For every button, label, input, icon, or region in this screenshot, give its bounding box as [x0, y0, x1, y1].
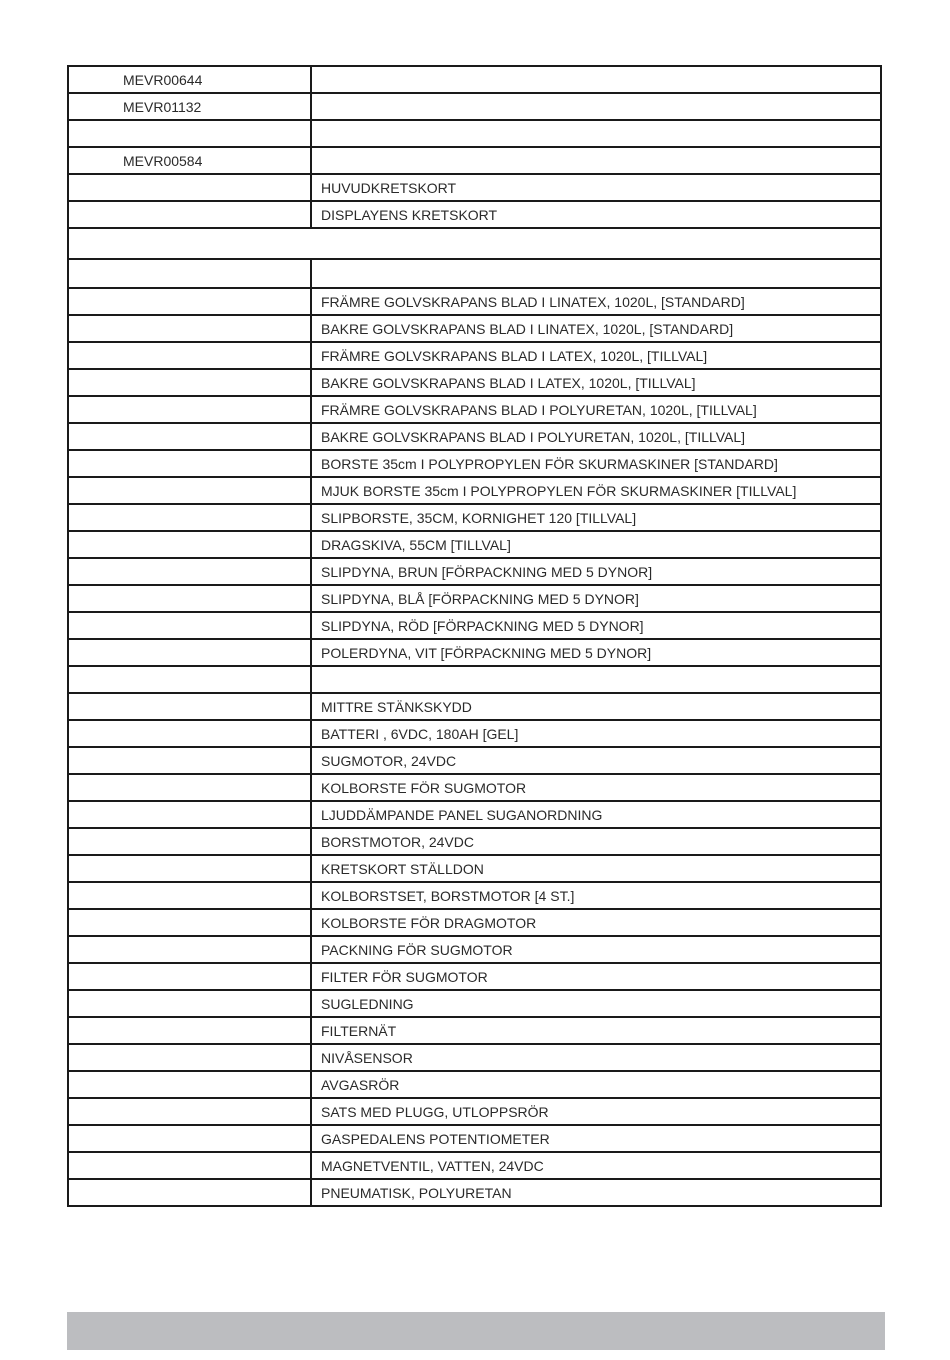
part-code-cell [68, 558, 311, 585]
part-description-cell [311, 120, 881, 147]
part-code-cell [68, 423, 311, 450]
table-row [68, 720, 881, 747]
table-row [68, 828, 881, 855]
part-description-cell [311, 147, 881, 174]
table-row [68, 228, 881, 259]
table-row [68, 423, 881, 450]
part-description-cell: SUGMOTOR, 24VDC [311, 747, 881, 774]
table-row [68, 477, 881, 504]
table-row [68, 801, 881, 828]
part-code-cell [68, 855, 311, 882]
table-row [68, 1125, 881, 1152]
table-row [68, 639, 881, 666]
table-row [68, 201, 881, 228]
part-description-cell: HUVUDKRETSKORT [311, 174, 881, 201]
part-code-cell [68, 531, 311, 558]
part-description-cell: KOLBORSTE FÖR SUGMOTOR [311, 774, 881, 801]
part-code-cell [68, 882, 311, 909]
part-code-cell [68, 342, 311, 369]
part-code-cell [68, 201, 311, 228]
part-description-cell: KOLBORSTSET, BORSTMOTOR [4 ST.] [311, 882, 881, 909]
part-description-cell: DRAGSKIVA, 55CM [TILLVAL] [311, 531, 881, 558]
part-description-cell: SATS MED PLUGG, UTLOPPSRÖR [311, 1098, 881, 1125]
part-code-cell [68, 612, 311, 639]
table-row [68, 342, 881, 369]
part-code-cell [68, 1017, 311, 1044]
part-description-cell: PNEUMATISK, POLYURETAN [311, 1179, 881, 1206]
table-row [68, 612, 881, 639]
parts-table [67, 65, 882, 1207]
part-description-cell: NIVÅSENSOR [311, 1044, 881, 1071]
part-code-cell [68, 747, 311, 774]
part-code-cell [68, 909, 311, 936]
table-row [68, 936, 881, 963]
part-code-cell [68, 990, 311, 1017]
table-row [68, 531, 881, 558]
table-row [68, 1179, 881, 1206]
part-description-cell: SLIPDYNA, BRUN [FÖRPACKNING MED 5 DYNOR] [311, 558, 881, 585]
table-row [68, 1017, 881, 1044]
part-description-cell: SLIPDYNA, BLÅ [FÖRPACKNING MED 5 DYNOR] [311, 585, 881, 612]
table-row [68, 174, 881, 201]
part-code-cell [68, 369, 311, 396]
part-code-cell [68, 477, 311, 504]
part-description-cell: FRÄMRE GOLVSKRAPANS BLAD I LATEX, 1020L, [TILLVAL] [311, 342, 881, 369]
part-description-cell [311, 93, 881, 120]
table-row [68, 396, 881, 423]
table-row [68, 120, 881, 147]
part-code-cell [68, 450, 311, 477]
table-row [68, 288, 881, 315]
table-row [68, 315, 881, 342]
table-row [68, 585, 881, 612]
part-description-cell [311, 259, 881, 288]
part-code-cell [68, 801, 311, 828]
table-row [68, 963, 881, 990]
part-code-cell [68, 1125, 311, 1152]
parts-table-body [68, 66, 881, 1206]
part-description-cell: BAKRE GOLVSKRAPANS BLAD I POLYURETAN, 1020L, [TILLVAL] [311, 423, 881, 450]
part-description-cell: BAKRE GOLVSKRAPANS BLAD I LINATEX, 1020L, [STANDARD] [311, 315, 881, 342]
part-description-cell: MJUK BORSTE 35cm I POLYPROPYLEN FÖR SKURMASKINER [TILLVAL] [311, 477, 881, 504]
part-code-cell [68, 504, 311, 531]
part-code-cell [68, 1044, 311, 1071]
part-description-cell: FILTERNÄT [311, 1017, 881, 1044]
part-description-cell: BATTERI , 6VDC, 180AH [GEL] [311, 720, 881, 747]
part-code-cell [68, 288, 311, 315]
table-row [68, 66, 881, 93]
part-code-cell [68, 1152, 311, 1179]
part-code-cell [68, 396, 311, 423]
part-code-cell [68, 315, 311, 342]
table-row [68, 666, 881, 693]
part-description-cell: POLERDYNA, VIT [FÖRPACKNING MED 5 DYNOR] [311, 639, 881, 666]
part-description-cell [311, 66, 881, 93]
part-description-cell [311, 666, 881, 693]
part-code-cell [68, 639, 311, 666]
table-row [68, 93, 881, 120]
table-row [68, 147, 881, 174]
part-code-cell: MEVR01132 [68, 93, 311, 120]
part-description-cell: KRETSKORT STÄLLDON [311, 855, 881, 882]
part-description-cell: FRÄMRE GOLVSKRAPANS BLAD I LINATEX, 1020L, [STANDARD] [311, 288, 881, 315]
part-description-cell: FILTER FÖR SUGMOTOR [311, 963, 881, 990]
part-code-cell [68, 174, 311, 201]
part-code-cell [68, 963, 311, 990]
part-code-cell [68, 720, 311, 747]
part-code-cell [68, 1179, 311, 1206]
table-row [68, 450, 881, 477]
part-description-cell: SLIPDYNA, RÖD [FÖRPACKNING MED 5 DYNOR] [311, 612, 881, 639]
table-row [68, 909, 881, 936]
part-code-cell: MEVR00584 [68, 147, 311, 174]
part-code-cell: MEVR00644 [68, 66, 311, 93]
part-code-cell [68, 585, 311, 612]
part-description-cell: KOLBORSTE FÖR DRAGMOTOR [311, 909, 881, 936]
part-code-cell [68, 936, 311, 963]
footer-bar [67, 1312, 885, 1350]
table-row [68, 990, 881, 1017]
table-row [68, 369, 881, 396]
table-row [68, 1071, 881, 1098]
part-code-cell [68, 666, 311, 693]
table-row [68, 504, 881, 531]
table-row [68, 558, 881, 585]
part-description-cell: BORSTMOTOR, 24VDC [311, 828, 881, 855]
part-description-cell: MITTRE STÄNKSKYDD [311, 693, 881, 720]
part-code-cell [68, 259, 311, 288]
table-row [68, 259, 881, 288]
part-description-cell: BORSTE 35cm I POLYPROPYLEN FÖR SKURMASKINER [STANDARD] [311, 450, 881, 477]
part-code-cell [68, 774, 311, 801]
part-code-cell [68, 1071, 311, 1098]
part-description-cell: BAKRE GOLVSKRAPANS BLAD I LATEX, 1020L, [TILLVAL] [311, 369, 881, 396]
table-row [68, 693, 881, 720]
part-description-cell: DISPLAYENS KRETSKORT [311, 201, 881, 228]
table-row [68, 855, 881, 882]
part-code-cell [68, 828, 311, 855]
table-row [68, 1152, 881, 1179]
part-code-cell [68, 693, 311, 720]
part-description-cell: MAGNETVENTIL, VATTEN, 24VDC [311, 1152, 881, 1179]
section-header-cell [68, 228, 881, 259]
part-description-cell: SLIPBORSTE, 35CM, KORNIGHET 120 [TILLVAL] [311, 504, 881, 531]
table-row [68, 774, 881, 801]
part-description-cell: AVGASRÖR [311, 1071, 881, 1098]
part-description-cell: SUGLEDNING [311, 990, 881, 1017]
table-row [68, 882, 881, 909]
part-description-cell: FRÄMRE GOLVSKRAPANS BLAD I POLYURETAN, 1020L, [TILLVAL] [311, 396, 881, 423]
part-description-cell: GASPEDALENS POTENTIOMETER [311, 1125, 881, 1152]
table-row [68, 747, 881, 774]
table-row [68, 1098, 881, 1125]
part-description-cell: LJUDDÄMPANDE PANEL SUGANORDNING [311, 801, 881, 828]
part-description-cell: PACKNING FÖR SUGMOTOR [311, 936, 881, 963]
table-row [68, 1044, 881, 1071]
part-code-cell [68, 120, 311, 147]
part-code-cell [68, 1098, 311, 1125]
